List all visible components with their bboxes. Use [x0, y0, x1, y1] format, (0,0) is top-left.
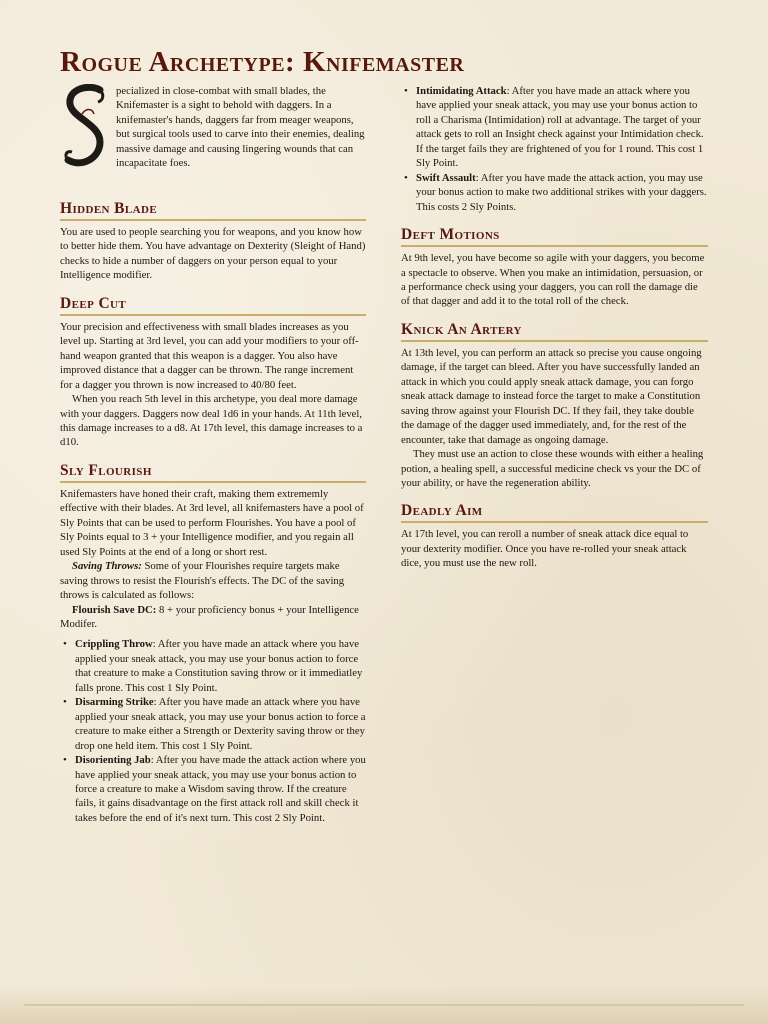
flourish-text: : After you have made the attack action, you may use your bonus action to make two additional strikes with your daggers. This costs 2 Sly Points.: [416, 171, 707, 213]
right-column: [401, 84, 708, 571]
knick-an-artery-paragraph-1: At 13th level, you can perform an attack so precise you cause ongoing damage, if the target can bleed. After you have successfully landed an attack in which you could apply sneak attack damage, you can forgo sneak attack damage to instead force the target to make a Constitution saving throw against your Flourish DC. If they fail, they take double the damage of the dagger used immediately, and, for the rest of the encounter, take that damage as ongoing damage.: [401, 346, 702, 446]
heading-knick-an-artery: Knick An Artery: [401, 321, 708, 342]
deadly-aim-text: At 17th level, you can reroll a number of sneak attack dice equal to your dexterity modifier. Once you have re-rolled your sneak attack dice, you must use the new roll.: [401, 528, 689, 570]
flourish-save-dc-label: Flourish Save DC:: [72, 603, 157, 616]
list-item: [75, 637, 366, 695]
heading-deep-cut: Deep Cut: [60, 295, 366, 316]
saving-throws-label: Saving Throws:: [72, 560, 142, 573]
deep-cut-paragraph-2: When you reach 5th level in this archetype, you deal more damage with your daggers. Daggers now deal 1d6 in your hands. At 11th level, this damage increases to a d8. At 17th level, this damage increases to a d10.: [60, 393, 363, 449]
section-sly-flourish: [60, 462, 366, 825]
intro-block: [60, 84, 366, 188]
sly-flourish-paragraph-1: Knifemasters have honed their craft, making them extrememly effective with their blades. At 3rd level, all knifemasters have a pool of Sly Points that can be used to perform Flourishes. You have a pool of Sly Points equal to 3 + your Intelligence modifier, and you regain all used Sly Points at the end of a long or short rest.: [60, 487, 364, 558]
hidden-blade-text: You are used to people searching you for weapons, and you know how to better hide them. You have advantage on Dexterity (Sleight of Hand) checks to hide a number of daggers on your person equal to your Intelligence modifier.: [60, 226, 366, 282]
flourish-save-dc-paragraph: [60, 603, 366, 632]
saving-throws-text: Some of your Flourishes require targets make saving throws to resist the Flourish's effects. The DC of the saving throws is calculated as follows:: [60, 560, 345, 602]
list-item: [416, 171, 708, 214]
footer-divider: [24, 1004, 744, 1006]
list-item: [75, 753, 366, 825]
flourish-name: Intimidating Attack: [416, 85, 507, 97]
saving-throws-paragraph: [60, 559, 366, 602]
flourish-name: Disarming Strike: [75, 696, 154, 709]
section-deft-motions: [401, 226, 708, 309]
intro-text: pecialized in close-combat with small blades, the Knifemaster is a sight to behold with daggers. In a knifemaster's hands, daggers far from meager weapons, but surgical tools used to carve into their enemies, dealing massive damage and causing lingering wounds that can incapacitate foes.: [116, 85, 365, 170]
section-deadly-aim: [401, 502, 708, 570]
list-item: [416, 84, 708, 171]
heading-hidden-blade: Hidden Blade: [60, 200, 366, 221]
flourish-list-left: [60, 637, 366, 825]
left-column: [60, 84, 366, 825]
flourish-save-dc-text: 8 + your proficiency bonus + your Intelligence Modifer.: [60, 603, 359, 630]
dropcap-flourish-icon: [60, 84, 110, 170]
flourish-text: : After you have made an attack where you have applied your sneak attack, you may use your bonus action to force a creature to make either a Strength or Dexterity saving throw or they drop one held item. This cost 1 Sly Point.: [75, 696, 366, 752]
flourish-list-right: [401, 84, 708, 214]
deft-motions-text: At 9th level, you have become so agile with your daggers, you become a spectacle to observe. When you make an intimidation, persuasion, or a performance check using your daggers, you can roll the damage die of that dagger and add it to the total roll of the check.: [401, 252, 705, 308]
knick-an-artery-paragraph-2: They must use an action to close these wounds with either a healing potion, a healing spell, a successful medicine check vs your the DC of your ability, or have the regeneration ability.: [401, 448, 704, 489]
heading-deft-motions: Deft Motions: [401, 226, 708, 247]
dropcap: [60, 84, 110, 170]
heading-deadly-aim: Deadly Aim: [401, 502, 708, 523]
list-item: [75, 695, 366, 753]
heading-sly-flourish: Sly Flourish: [60, 462, 366, 483]
flourish-text: : After you have made an attack where you have applied your sneak attack, you may use your bonus action to force that creature to make a Constitution saving throw or it immediatley falls prone. This cost 1 Sly Point.: [75, 638, 363, 694]
section-knick-an-artery: [401, 321, 708, 491]
flourish-text: : After you have made an attack where you have applied your sneak attack, you may use your bonus action to roll a Charisma (Intimidation) roll at advantage. The target of your attack gets to roll an Insight check against your Intimidation check. If the target fails they are frightened of you for 1 round. This cost 1 Sly Point.: [416, 85, 704, 170]
deep-cut-paragraph-1: Your precision and effectiveness with small blades increases as you level up. Starting at 3rd level, you can add your modifiers to your off-hand weapon granted that this weapon is a dagger. You also have improved distance that a dagger can be thrown. The range increment for a dagger you thrown is now increased to 40/80 feet.: [60, 320, 359, 391]
section-hidden-blade: [60, 200, 366, 283]
section-deep-cut: [60, 295, 366, 450]
flourish-name: Swift Assault: [416, 171, 476, 184]
flourish-name: Disorienting Jab: [75, 754, 151, 767]
flourish-name: Crippling Throw: [75, 638, 153, 651]
flourish-text: : After you have made the attack action where you have applied your sneak attack, you may use your bonus action to force a creature to make a Wisdom saving throw. If the creature fails, it gains disadvantage on the first attack roll and skill check it takes before the end of it's next turn. This cost 2 Sly Point.: [75, 754, 366, 824]
page-title: Rogue Archetype: Knifemaster: [60, 46, 465, 78]
